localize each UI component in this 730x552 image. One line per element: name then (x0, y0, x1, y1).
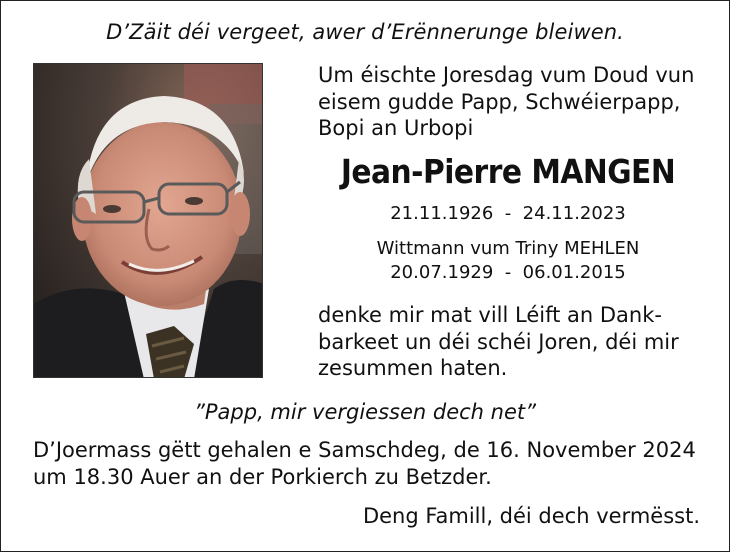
mass-line: um 18.30 Auer an der Porkierch zu Betzder. (33, 464, 492, 489)
intro-line: Bopi an Urbopi (318, 116, 474, 140)
intro-line: eisem gudde Papp, Schwéierpapp, (318, 89, 681, 114)
top-quote: D’Zäit déi vergeet, awer d’Erënnerunge bleiwen. (106, 20, 624, 44)
mass-line: D’Joermass gëtt gehalen e Samschdeg, de 16. November 2024 (33, 438, 696, 462)
intro-line: Um éischte Joresdag vum Doud vun (318, 63, 695, 87)
thanks-line: zesummen haten. (318, 356, 508, 380)
thanks-line: barkeet un déi schéi Joren, déi mir (318, 329, 679, 354)
motto-quote: ”Papp, mir vergiessen dech net” (194, 400, 536, 424)
thanks-line: denke mir mat vill Léift an Dank- (318, 303, 662, 327)
spouse-line: Wittmann vum Triny MEHLEN (376, 238, 640, 259)
portrait-photo (33, 63, 263, 378)
intro-text (318, 62, 713, 142)
deceased-name: Jean-Pierre MANGEN (340, 152, 676, 191)
family-signature: Deng Famill, déi dech vermësst. (362, 504, 700, 528)
mass-announcement (33, 437, 713, 490)
life-dates: 21.11.1926 - 24.11.2023 (390, 203, 626, 224)
spouse-dates: 20.07.1929 - 06.01.2015 (390, 262, 626, 283)
thanks-text (318, 302, 713, 382)
